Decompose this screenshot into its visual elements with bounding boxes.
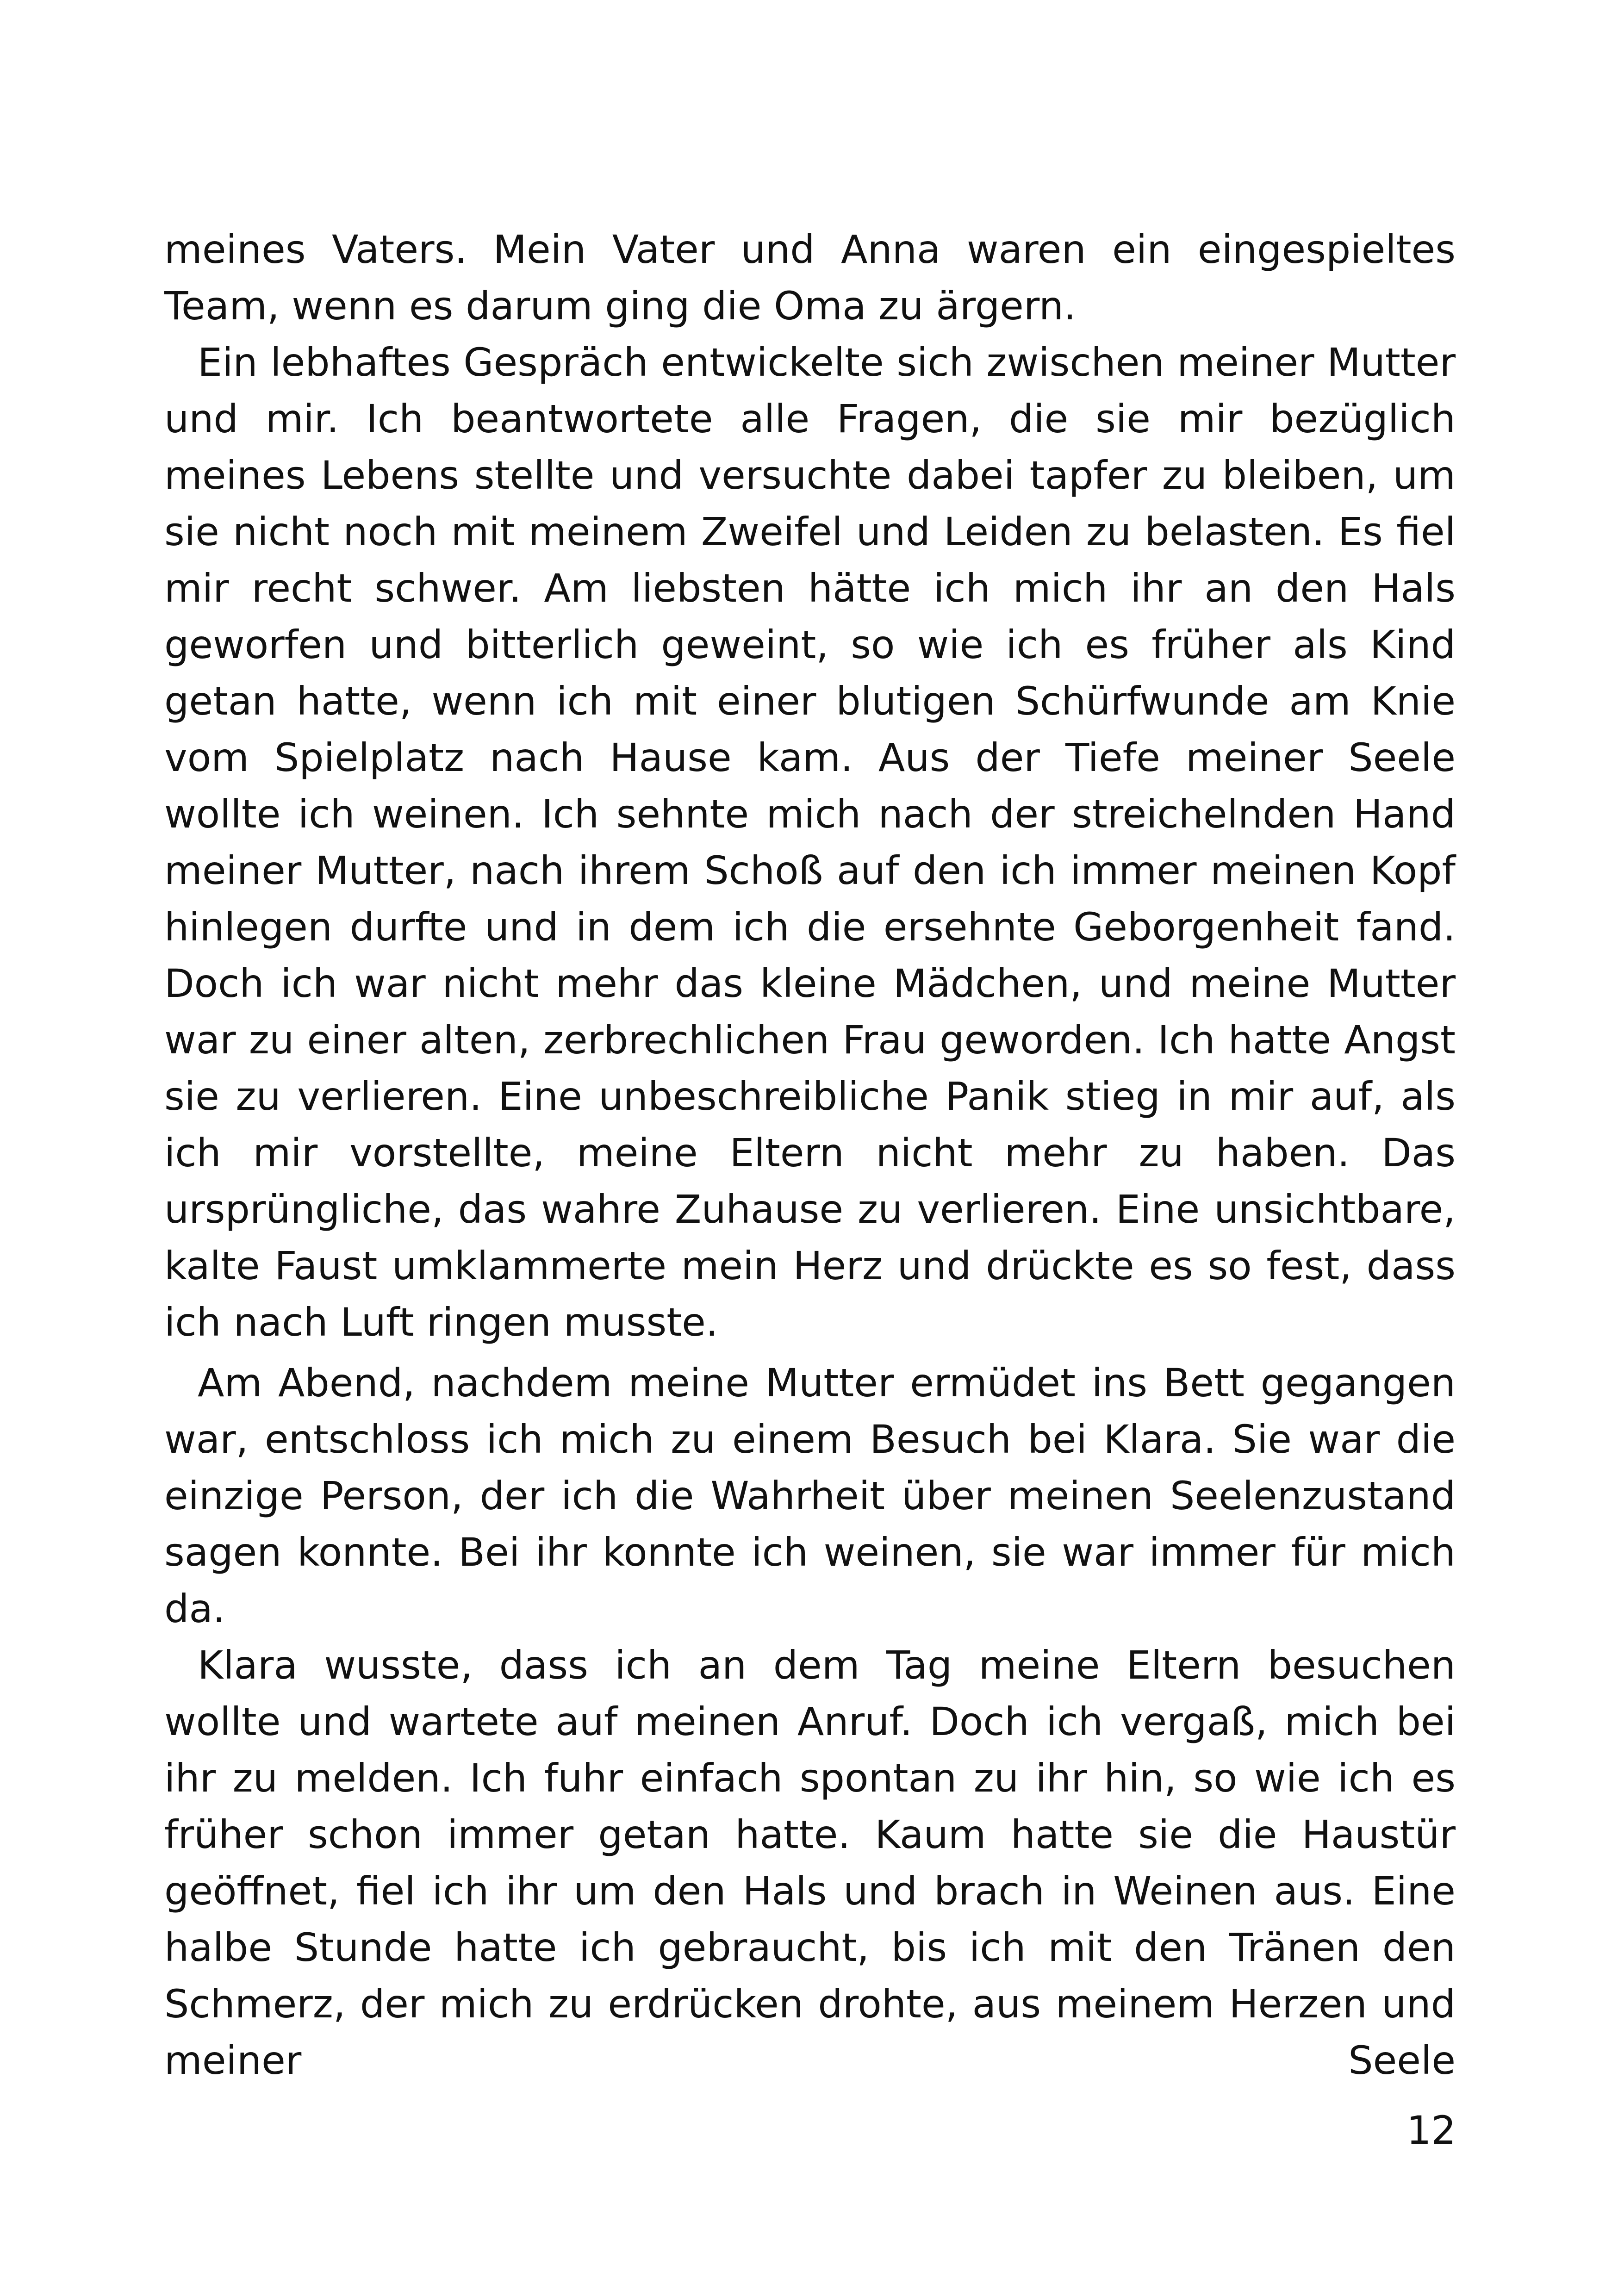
paragraph-evening-visit: Am Abend, nachdem meine Mutter ermüdet ins Bett gegangen war, entschloss ich mich zu einem Besuch bei Klara. Sie war die einzige Person, der ich die Wahrheit über meinen Seelenzustand sagen konnte. Bei ihr konnte ich weinen, sie war immer für mich da. (164, 1360, 1456, 1631)
paragraph-continuation: meines Vaters. Mein Vater und Anna waren ein eingespieltes Team, wenn es darum ging die Oma zu ärgern. (164, 227, 1456, 329)
text-section-top (164, 221, 1456, 1350)
paragraph-klara: Klara wusste, dass ich an dem Tag meine Eltern besuchen wollte und wartete auf meinen Anruf. Doch ich vergaß, mich bei ihr zu melden. Ich fuhr einfach spontan zu ihr hin, so wie ich es früher schon immer getan hatte. Kaum hatte sie die Haustür geöffnet, fiel ich ihr um den Hals und brach in Weinen aus. Eine halbe Stunde hatte ich gebraucht, bis ich mit den Tränen den Schmerz, der mich zu erdrücken drohte, aus meinem Herzen und meiner Seele (164, 1643, 1456, 2083)
page-number: 12 (1406, 2108, 1456, 2153)
paragraph-conversation-mother: Ein lebhaftes Gespräch entwickelte sich zwischen meiner Mutter und mir. Ich beantwortete alle Fragen, die sie mir bezüglich meines Lebens stellte und versuchte dabei tapfer zu bleiben, um sie nicht noch mit meinem Zweifel und Leiden zu belasten. Es fiel mir recht schwer. Am liebsten hätte ich mich ihr an den Hals geworfen und bitterlich geweint, so wie ich es früher als Kind getan hatte, wenn ich mit einer blutigen Schürfwunde am Knie vom Spielplatz nach Hause kam. Aus der Tiefe meiner Seele wollte ich weinen. Ich sehnte mich nach der streichelnden Hand meiner Mutter, nach ihrem Schoß auf den ich immer meinen Kopf hinlegen durfte und in dem ich die ersehnte Geborgenheit fand. Doch ich war nicht mehr das kleine Mädchen, und meine Mutter war zu einer alten, zerbrechlichen Frau geworden. Ich hatte Angst sie zu verlieren. Eine unbeschreibliche Panik stieg in mir auf, als ich mir vorstellte, meine Eltern nicht mehr zu haben. Das ursprüngliche, das wahre Zuhause zu verlieren. Eine unsichtbare, kalte Faust umklammerte mein Herz und drückte es so fest, dass ich nach Luft ringen musste. (164, 340, 1456, 1345)
text-section-bottom (164, 1355, 1456, 2089)
